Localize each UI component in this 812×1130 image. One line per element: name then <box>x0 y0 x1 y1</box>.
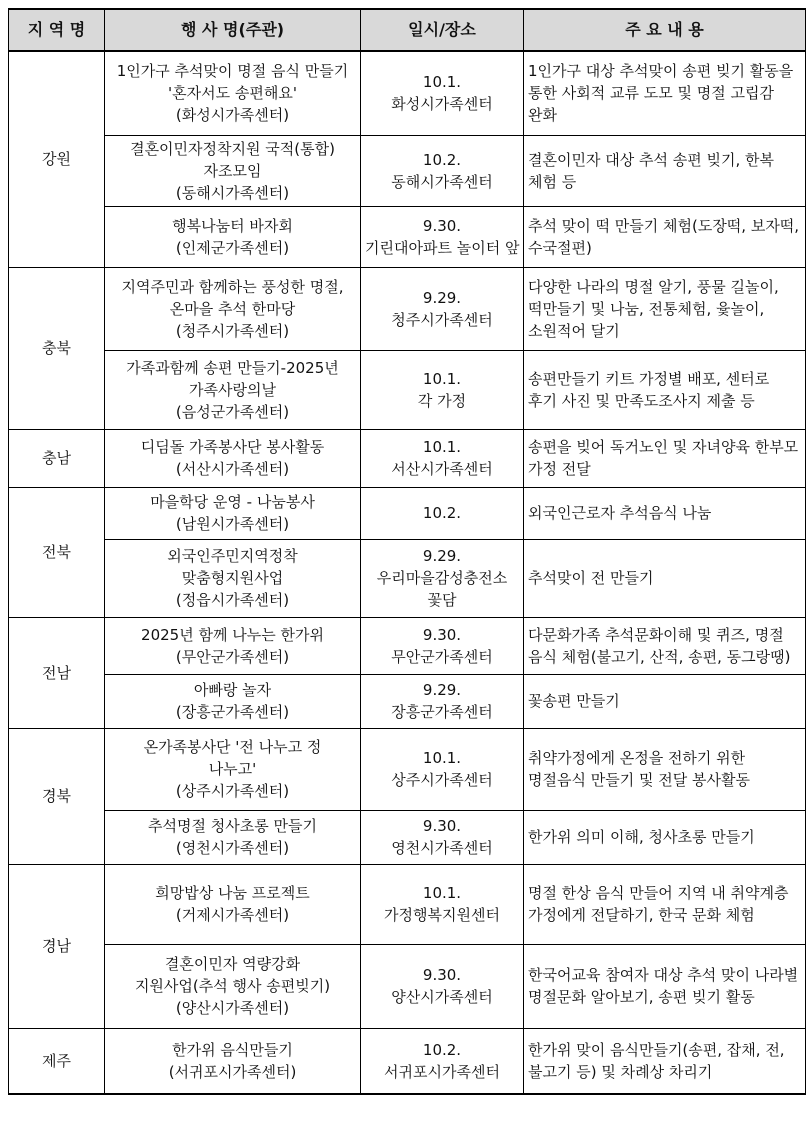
datetime-place-line: 10.1. <box>422 884 462 902</box>
event-line: 2025년 함께 나누는 한가위 <box>141 625 324 644</box>
event-cell <box>105 487 361 539</box>
table-row <box>9 944 806 1028</box>
event-line: (서산시가족센터) <box>175 460 290 478</box>
content-cell: 추석 맞이 떡 만들기 체험(도장떡, 보자떡, 수국절편) <box>524 206 806 267</box>
datetime-place-line: 9.30. <box>422 817 462 835</box>
datetime-place-cell <box>361 350 524 429</box>
table-row <box>9 810 806 864</box>
event-line: 온가족봉사단 '전 나누고 정 <box>143 738 322 756</box>
event-line: 온마을 추석 한마당 <box>169 299 296 318</box>
table-row <box>9 350 806 429</box>
content-cell: 송편만들기 키트 가정별 배포, 센터로 후기 사진 및 만족도조사지 제출 등 <box>524 350 806 429</box>
header-region: 지 역 명 <box>9 9 105 51</box>
table-row <box>9 51 806 135</box>
event-line: '혼자서도 송편해요' <box>168 84 297 103</box>
datetime-place-line: 9.30. <box>422 625 462 644</box>
content-cell: 송편을 빚어 독거노인 및 자녀양육 한부모 가정 전달 <box>524 429 806 487</box>
event-cell <box>105 864 361 944</box>
event-line: 자조모임 <box>203 161 262 180</box>
content-cell: 명절 한상 음식 만들어 지역 내 취약계층 가정에게 전달하기, 한국 문화 체험 <box>524 864 806 944</box>
event-line: 아빠랑 놀자 <box>193 681 272 699</box>
event-cell <box>105 1028 361 1094</box>
table-row <box>9 617 806 674</box>
datetime-place-line: 동해시가족센터 <box>391 172 493 191</box>
event-line: (동해시가족센터) <box>175 183 290 202</box>
event-cell <box>105 539 361 617</box>
table-row <box>9 674 806 728</box>
table-row <box>9 1028 806 1094</box>
datetime-place-line: 무안군가족센터 <box>391 647 493 666</box>
datetime-place-cell <box>361 674 524 728</box>
datetime-place-line: 꽃담 <box>427 591 457 609</box>
datetime-place-cell <box>361 135 524 206</box>
table-row <box>9 864 806 944</box>
region-cell: 전북 <box>9 487 105 617</box>
event-line: 나누고' <box>208 760 257 778</box>
datetime-place-line: 가정행복지원센터 <box>384 906 500 924</box>
event-line: (남원시가족센터) <box>175 515 290 533</box>
content-cell: 취약가정에게 온정을 전하기 위한 명절음식 만들기 및 전달 봉사활동 <box>524 728 806 810</box>
content-cell: 외국인근로자 추석음식 나눔 <box>524 487 806 539</box>
event-line: 가족과함께 송편 만들기-2025년 <box>126 358 339 377</box>
content-cell: 꽃송편 만들기 <box>524 674 806 728</box>
event-line: 한가위 음식만들기 <box>172 1040 293 1059</box>
event-line: (청주시가족센터) <box>175 321 290 340</box>
event-cell <box>105 674 361 728</box>
region-cell: 강원 <box>9 51 105 267</box>
header-datetime-place: 일시/장소 <box>361 9 524 51</box>
event-line: 외국인주민지역정착 <box>167 547 298 565</box>
header-event: 행 사 명(주관) <box>105 9 361 51</box>
datetime-place-cell <box>361 1028 524 1094</box>
header-row <box>9 9 806 51</box>
region-cell: 충북 <box>9 267 105 429</box>
content-cell: 결혼이민자 대상 추석 송편 빚기, 한복 체험 등 <box>524 135 806 206</box>
datetime-place-cell <box>361 539 524 617</box>
event-line: 마을학당 운영 - 나눔봉사 <box>150 493 315 511</box>
event-cell <box>105 206 361 267</box>
datetime-place-line: 10.1. <box>422 73 462 92</box>
content-cell: 추석맞이 전 만들기 <box>524 539 806 617</box>
datetime-place-line: 10.2. <box>422 1040 462 1059</box>
event-line: 행복나눔터 바자회 <box>172 216 293 235</box>
event-line: 가족사랑의날 <box>189 380 276 399</box>
datetime-place-line: 장흥군가족센터 <box>391 703 493 721</box>
event-line: (정읍시가족센터) <box>175 591 290 609</box>
event-line: 결혼이민자정착지원 국적(통합) <box>130 139 335 158</box>
event-cell <box>105 617 361 674</box>
datetime-place-line: 10.2. <box>422 150 462 169</box>
datetime-place-line: 영천시가족센터 <box>391 839 493 857</box>
event-line: 1인가구 추석맞이 명절 음식 만들기 <box>116 62 349 81</box>
datetime-place-cell <box>361 51 524 135</box>
content-cell: 다문화가족 추석문화이해 및 퀴즈, 명절 음식 체험(불고기, 산적, 송편, 동그랑땡) <box>524 617 806 674</box>
datetime-place-line: 10.1. <box>422 369 462 388</box>
event-line: 추석명절 청사초롱 만들기 <box>148 817 317 835</box>
datetime-place-line: 청주시가족센터 <box>391 310 493 329</box>
datetime-place-line: 화성시가족센터 <box>391 95 493 114</box>
event-line: (무안군가족센터) <box>175 647 290 666</box>
datetime-place-line: 9.29. <box>422 547 462 565</box>
event-line: 맞춤형지원사업 <box>181 569 284 587</box>
region-cell: 경남 <box>9 864 105 1028</box>
event-cell <box>105 429 361 487</box>
datetime-place-line: 10.1. <box>422 749 462 767</box>
event-line: 결혼이민자 역량강화 <box>164 955 301 973</box>
region-cell: 경북 <box>9 728 105 864</box>
event-cell <box>105 944 361 1028</box>
event-cell <box>105 728 361 810</box>
datetime-place-line: 10.1. <box>422 438 462 456</box>
content-cell: 한가위 맞이 음식만들기(송편, 잡채, 전, 불고기 등) 및 차례상 차리기 <box>524 1028 806 1094</box>
event-line: (화성시가족센터) <box>175 106 290 125</box>
datetime-place-line: 우리마을감성충전소 <box>376 569 508 587</box>
event-line: (거제시가족센터) <box>175 906 290 924</box>
event-cell <box>105 350 361 429</box>
datetime-place-cell <box>361 267 524 350</box>
datetime-place-cell <box>361 864 524 944</box>
datetime-place-cell <box>361 728 524 810</box>
event-line: 지역주민과 함께하는 풍성한 명절, <box>121 277 344 296</box>
datetime-place-line: 9.30. <box>422 216 462 235</box>
event-line: 희망밥상 나눔 프로젝트 <box>155 884 310 902</box>
event-cell <box>105 810 361 864</box>
event-cell <box>105 267 361 350</box>
content-cell: 다양한 나라의 명절 알기, 풍물 길놀이, 떡만들기 및 나눔, 전통체험, 윷놀이, 소원적어 달기 <box>524 267 806 350</box>
table-row <box>9 135 806 206</box>
datetime-place-line: 양산시가족센터 <box>391 988 493 1006</box>
table-row <box>9 539 806 617</box>
content-cell: 한가위 의미 이해, 청사초롱 만들기 <box>524 810 806 864</box>
event-line: (인제군가족센터) <box>175 238 290 257</box>
datetime-place-line: 서산시가족센터 <box>391 460 493 478</box>
datetime-place-line: 9.29. <box>422 288 462 307</box>
datetime-place-line: 서귀포시가족센터 <box>384 1062 500 1081</box>
event-line: (상주시가족센터) <box>175 782 290 800</box>
datetime-place-cell <box>361 487 524 539</box>
table-body <box>9 51 806 1094</box>
datetime-place-line: 9.30. <box>422 966 462 984</box>
event-line: (장흥군가족센터) <box>175 703 290 721</box>
datetime-place-cell <box>361 617 524 674</box>
region-cell: 전남 <box>9 617 105 728</box>
event-cell <box>105 51 361 135</box>
datetime-place-line: 10.2. <box>422 504 462 522</box>
datetime-place-line: 각 가정 <box>417 391 467 410</box>
datetime-place-line: 9.29. <box>422 681 462 699</box>
datetime-place-cell <box>361 429 524 487</box>
event-line: 디딤돌 가족봉사단 봉사활동 <box>140 438 325 456</box>
event-line: (서귀포시가족센터) <box>168 1062 297 1081</box>
event-table <box>8 8 806 1095</box>
region-cell: 충남 <box>9 429 105 487</box>
table-row <box>9 429 806 487</box>
table-row <box>9 267 806 350</box>
datetime-place-line: 상주시가족센터 <box>391 771 493 789</box>
datetime-place-cell <box>361 944 524 1028</box>
content-cell: 1인가구 대상 추석맞이 송편 빚기 활동을 통한 사회적 교류 도모 및 명절 고립감 완화 <box>524 51 806 135</box>
table-row <box>9 487 806 539</box>
table-row <box>9 206 806 267</box>
datetime-place-line: 기린대아파트 놀이터 앞 <box>365 238 520 257</box>
event-line: 지원사업(추석 행사 송편빚기) <box>134 977 331 995</box>
region-cell: 제주 <box>9 1028 105 1094</box>
table-row <box>9 728 806 810</box>
datetime-place-cell <box>361 810 524 864</box>
event-line: (영천시가족센터) <box>175 839 290 857</box>
event-line: (음성군가족센터) <box>175 402 290 421</box>
datetime-place-cell <box>361 206 524 267</box>
content-cell: 한국어교육 참여자 대상 추석 맞이 나라별 명절문화 알아보기, 송편 빚기 활동 <box>524 944 806 1028</box>
event-cell <box>105 135 361 206</box>
event-line: (양산시가족센터) <box>175 999 290 1017</box>
header-content: 주 요 내 용 <box>524 9 806 51</box>
